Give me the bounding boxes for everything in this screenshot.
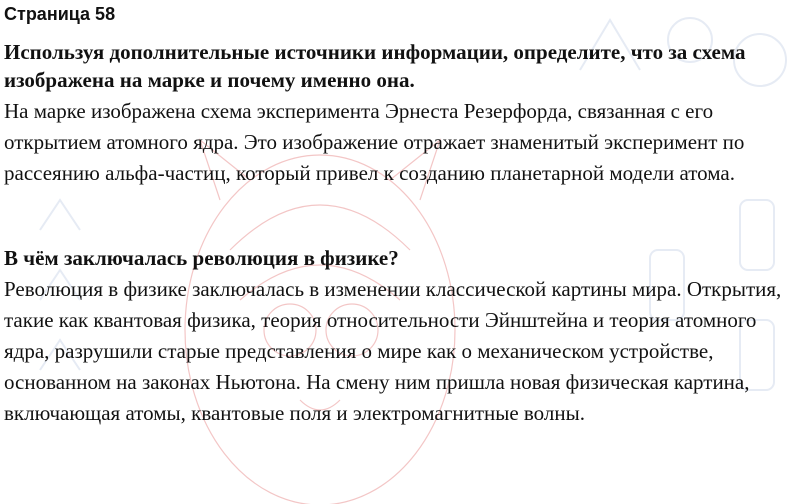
question-2: В чём заключалась революция в физике? bbox=[4, 246, 399, 270]
section-spacer bbox=[4, 189, 800, 234]
page-title: Страница 58 bbox=[4, 4, 116, 24]
answer-2: Революция в физике заключалась в изменении классической картины мира. Открытия, такие как квантовая физика, теория относительности Эйнштейна и теория атомного ядра, разрушили старые представления о мире как о механическом устройстве, основанном на законах Ньютона. На смену ним пришла новая физическая картина, включающая атомы, квантовые поля и электромагнитные волны. bbox=[4, 277, 782, 425]
question-1: Используя дополнительные источники информации, определите, что за схема изображена на марке и почему именно она. bbox=[4, 40, 746, 92]
document-content bbox=[4, 0, 800, 429]
answer-1: На марке изображена схема эксперимента Эрнеста Резерфорда, связанная с его открытием атомного ядра. Это изображение отражает знаменитый эксперимент по рассеянию альфа-частиц, который привел к созданию планетарной модели атома. bbox=[4, 99, 745, 185]
